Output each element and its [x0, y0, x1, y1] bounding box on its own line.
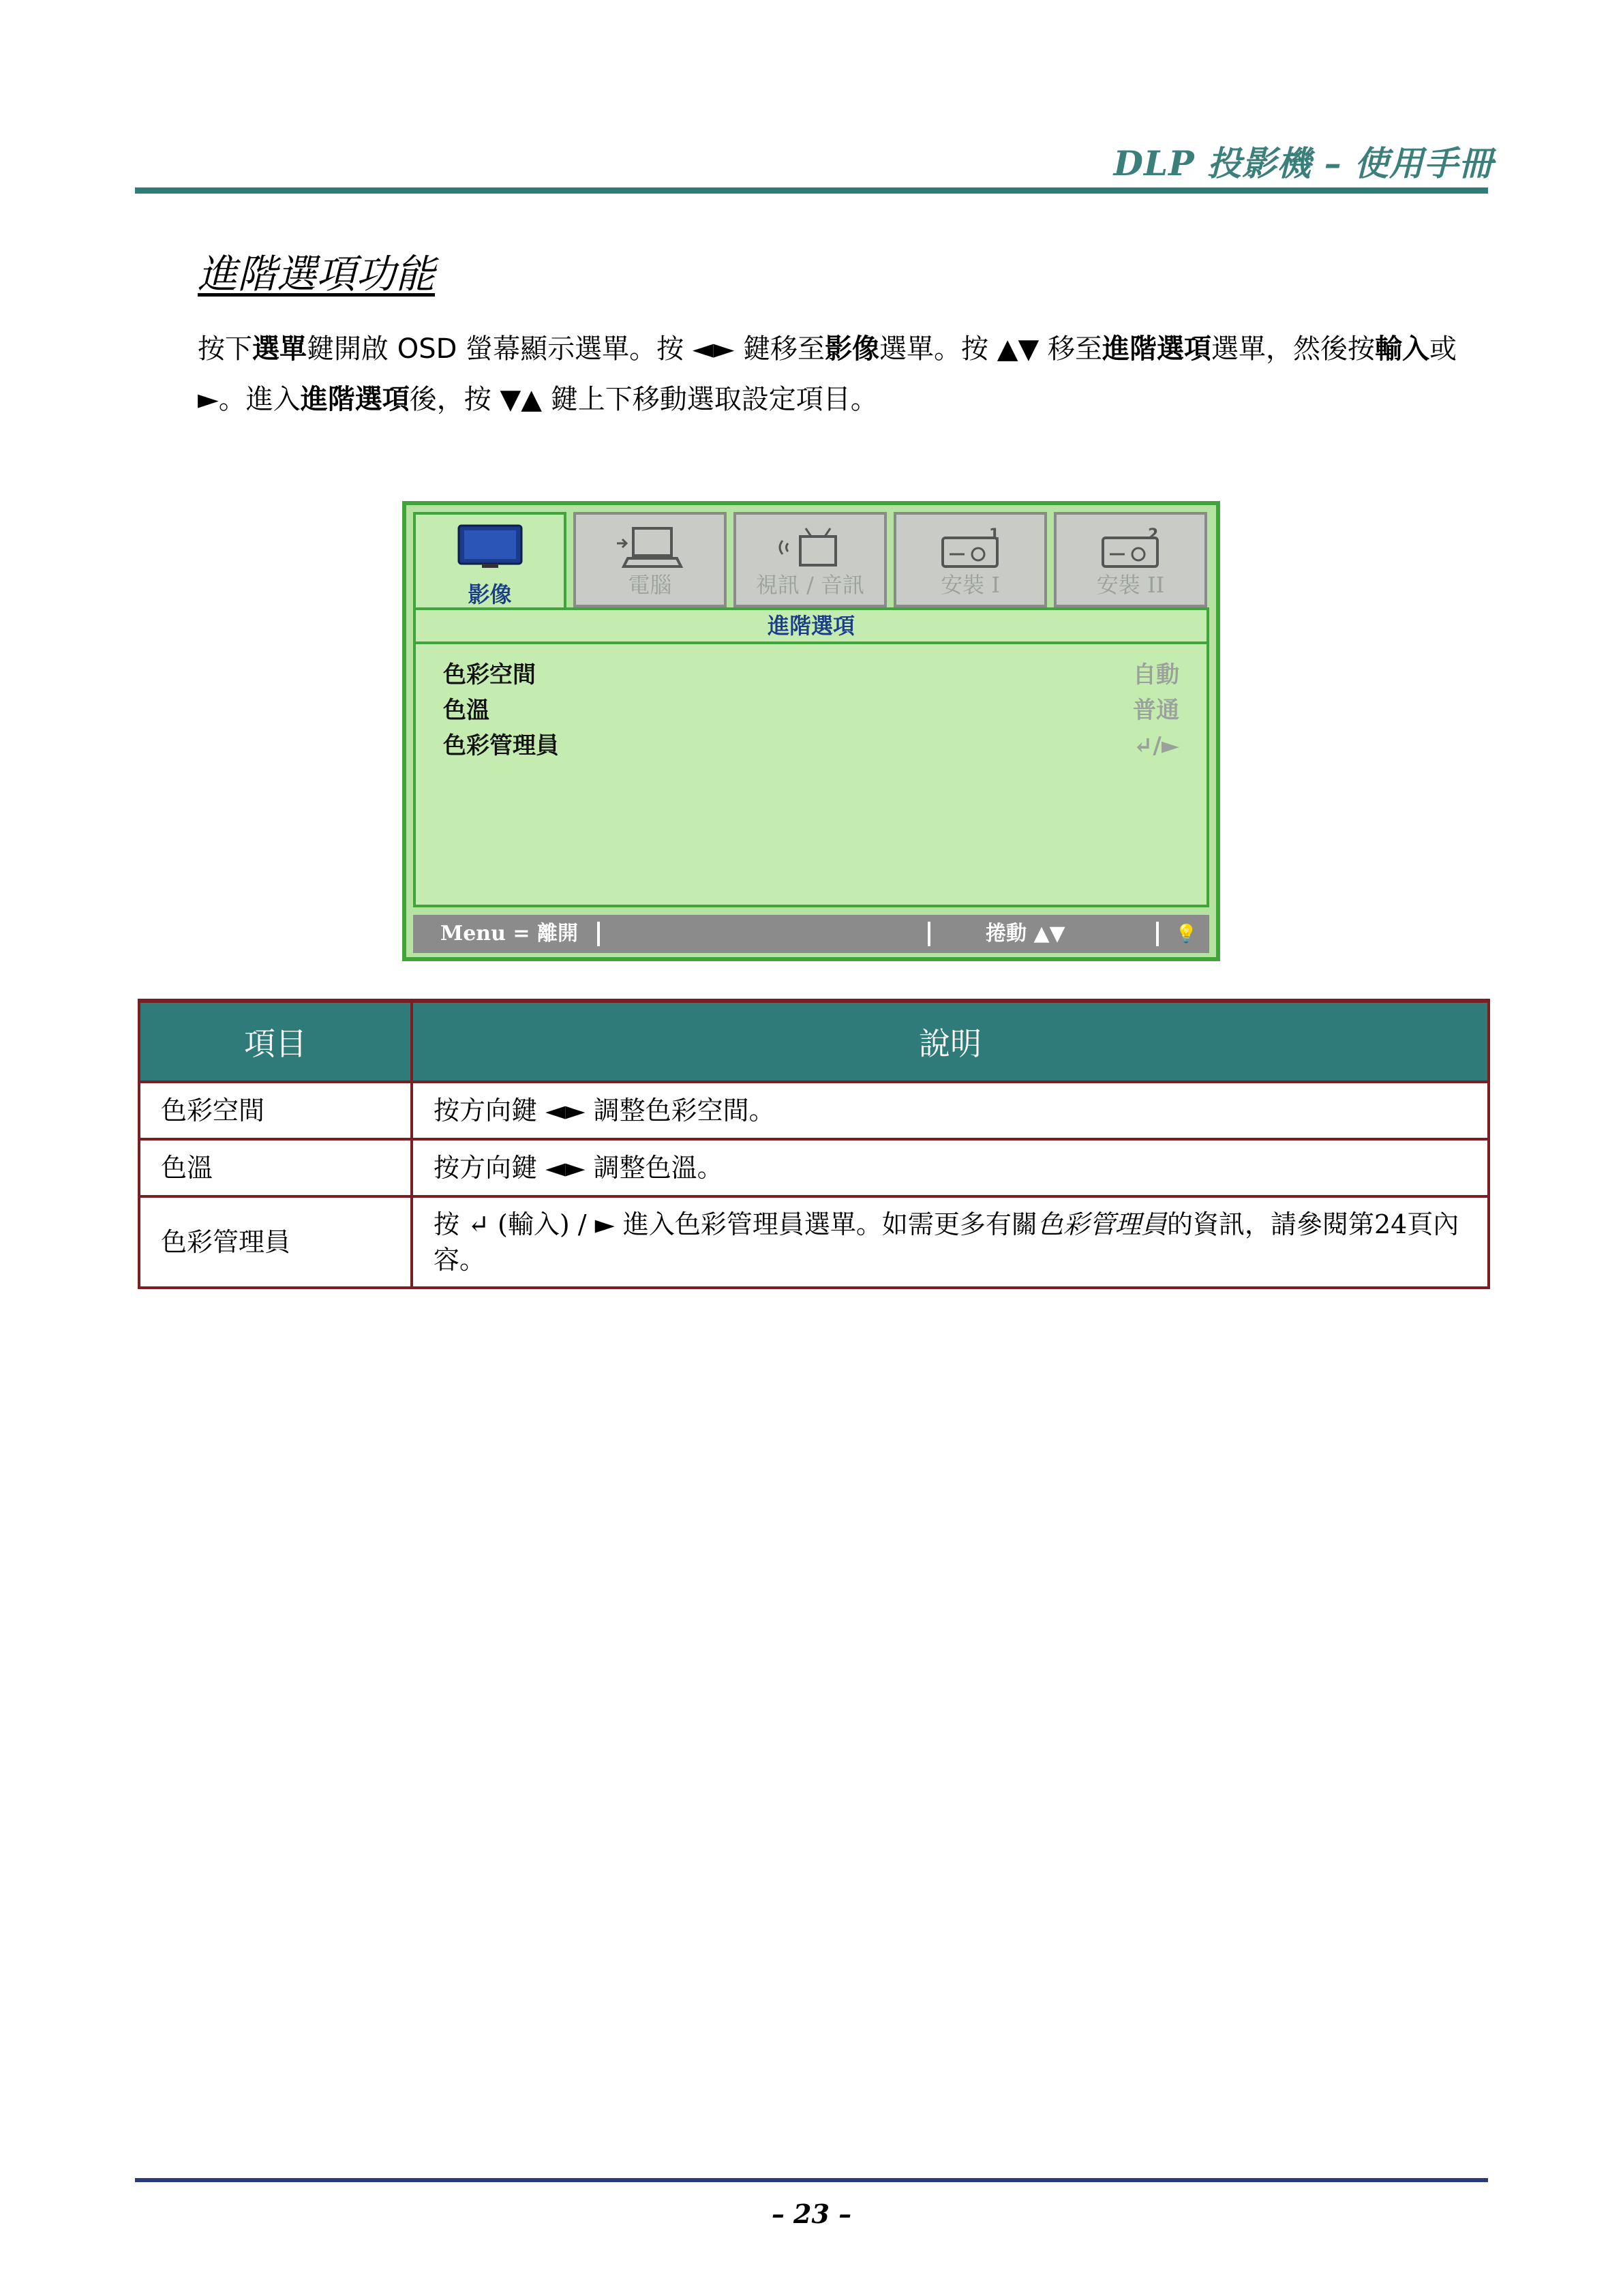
table-header-item: 項目	[139, 1001, 412, 1082]
tab-image	[413, 512, 566, 614]
osd-row-label: 色彩空間	[443, 661, 536, 689]
tv-speaker-icon	[773, 524, 848, 572]
osd-footer-scroll: 捲動 ▲▼	[986, 922, 1065, 946]
section-title: 進階選項功能	[198, 251, 436, 297]
osd-row-value: ↵/►	[1133, 732, 1179, 759]
osd-footer-menu: Menu = 離開	[440, 922, 578, 946]
osd-row-color-temp	[443, 693, 1179, 727]
settings-table	[138, 999, 1490, 1289]
bulb-icon: 💡	[1175, 924, 1198, 944]
footer-separator	[597, 922, 600, 946]
header-divider	[135, 187, 1488, 194]
projector-1-icon	[933, 524, 1008, 572]
table-cell-description: 按 ↵ (輸入) / ► 進入色彩管理員選單。如需更多有關色彩管理員的資訊，請參閱第24頁內容。	[412, 1196, 1489, 1288]
osd-footer-bar	[413, 915, 1209, 953]
laptop-icon	[613, 524, 688, 572]
table-cell-description: 按方向鍵 ◄► 調整色彩空間。	[412, 1082, 1489, 1139]
tab-label-setup-1: 安裝 I	[941, 572, 1000, 598]
osd-row-label: 色溫	[443, 697, 489, 724]
svg-text:1: 1	[988, 526, 999, 543]
table-row	[139, 1139, 1489, 1196]
page-number: – 23 –	[771, 2199, 852, 2229]
tab-computer	[573, 512, 727, 607]
osd-row-color-space	[443, 658, 1179, 692]
footer-separator	[928, 922, 930, 946]
tab-label-video-audio: 視訊 / 音訊	[755, 572, 865, 598]
table-cell-item: 色彩管理員	[139, 1196, 412, 1288]
tab-setup-2	[1054, 512, 1207, 607]
osd-menu-screenshot	[402, 501, 1220, 961]
tab-label-setup-2: 安裝 II	[1096, 572, 1165, 598]
monitor-icon	[457, 524, 523, 569]
svg-text:2: 2	[1147, 526, 1158, 543]
tab-label-computer: 電腦	[628, 572, 672, 598]
intro-paragraph: 按下選單鍵開啟 OSD 螢幕顯示選單。按 ◄► 鍵移至影像選單。按 ▲▼ 移至進階選項選單，然後按輸入或 ►。進入進階選項後，按 ▼▲ 鍵上下移動選取設定項目。	[198, 333, 1457, 415]
document-header-title: DLP 投影機 – 使用手冊	[1113, 143, 1493, 183]
table-header-row	[139, 1001, 1489, 1082]
projector-2-icon	[1093, 524, 1168, 572]
table-cell-description: 按方向鍵 ◄► 調整色溫。	[412, 1139, 1489, 1196]
osd-row-color-manager	[443, 729, 1179, 763]
table-row	[139, 1196, 1489, 1288]
table-cell-item: 色彩空間	[139, 1082, 412, 1139]
table-cell-item: 色溫	[139, 1139, 412, 1196]
tab-label-image: 影像	[468, 581, 512, 607]
osd-panel	[413, 607, 1209, 907]
osd-row-label: 色彩管理員	[443, 732, 559, 759]
tab-video-audio	[733, 512, 887, 607]
footer-separator	[1156, 922, 1159, 946]
osd-row-value: 普通	[1133, 697, 1179, 724]
tab-setup-1	[894, 512, 1047, 607]
table-header-description: 說明	[412, 1001, 1489, 1082]
table-row	[139, 1082, 1489, 1139]
osd-row-value: 自動	[1133, 661, 1179, 689]
footer-divider	[135, 2178, 1488, 2182]
osd-panel-title: 進階選項	[416, 610, 1207, 644]
